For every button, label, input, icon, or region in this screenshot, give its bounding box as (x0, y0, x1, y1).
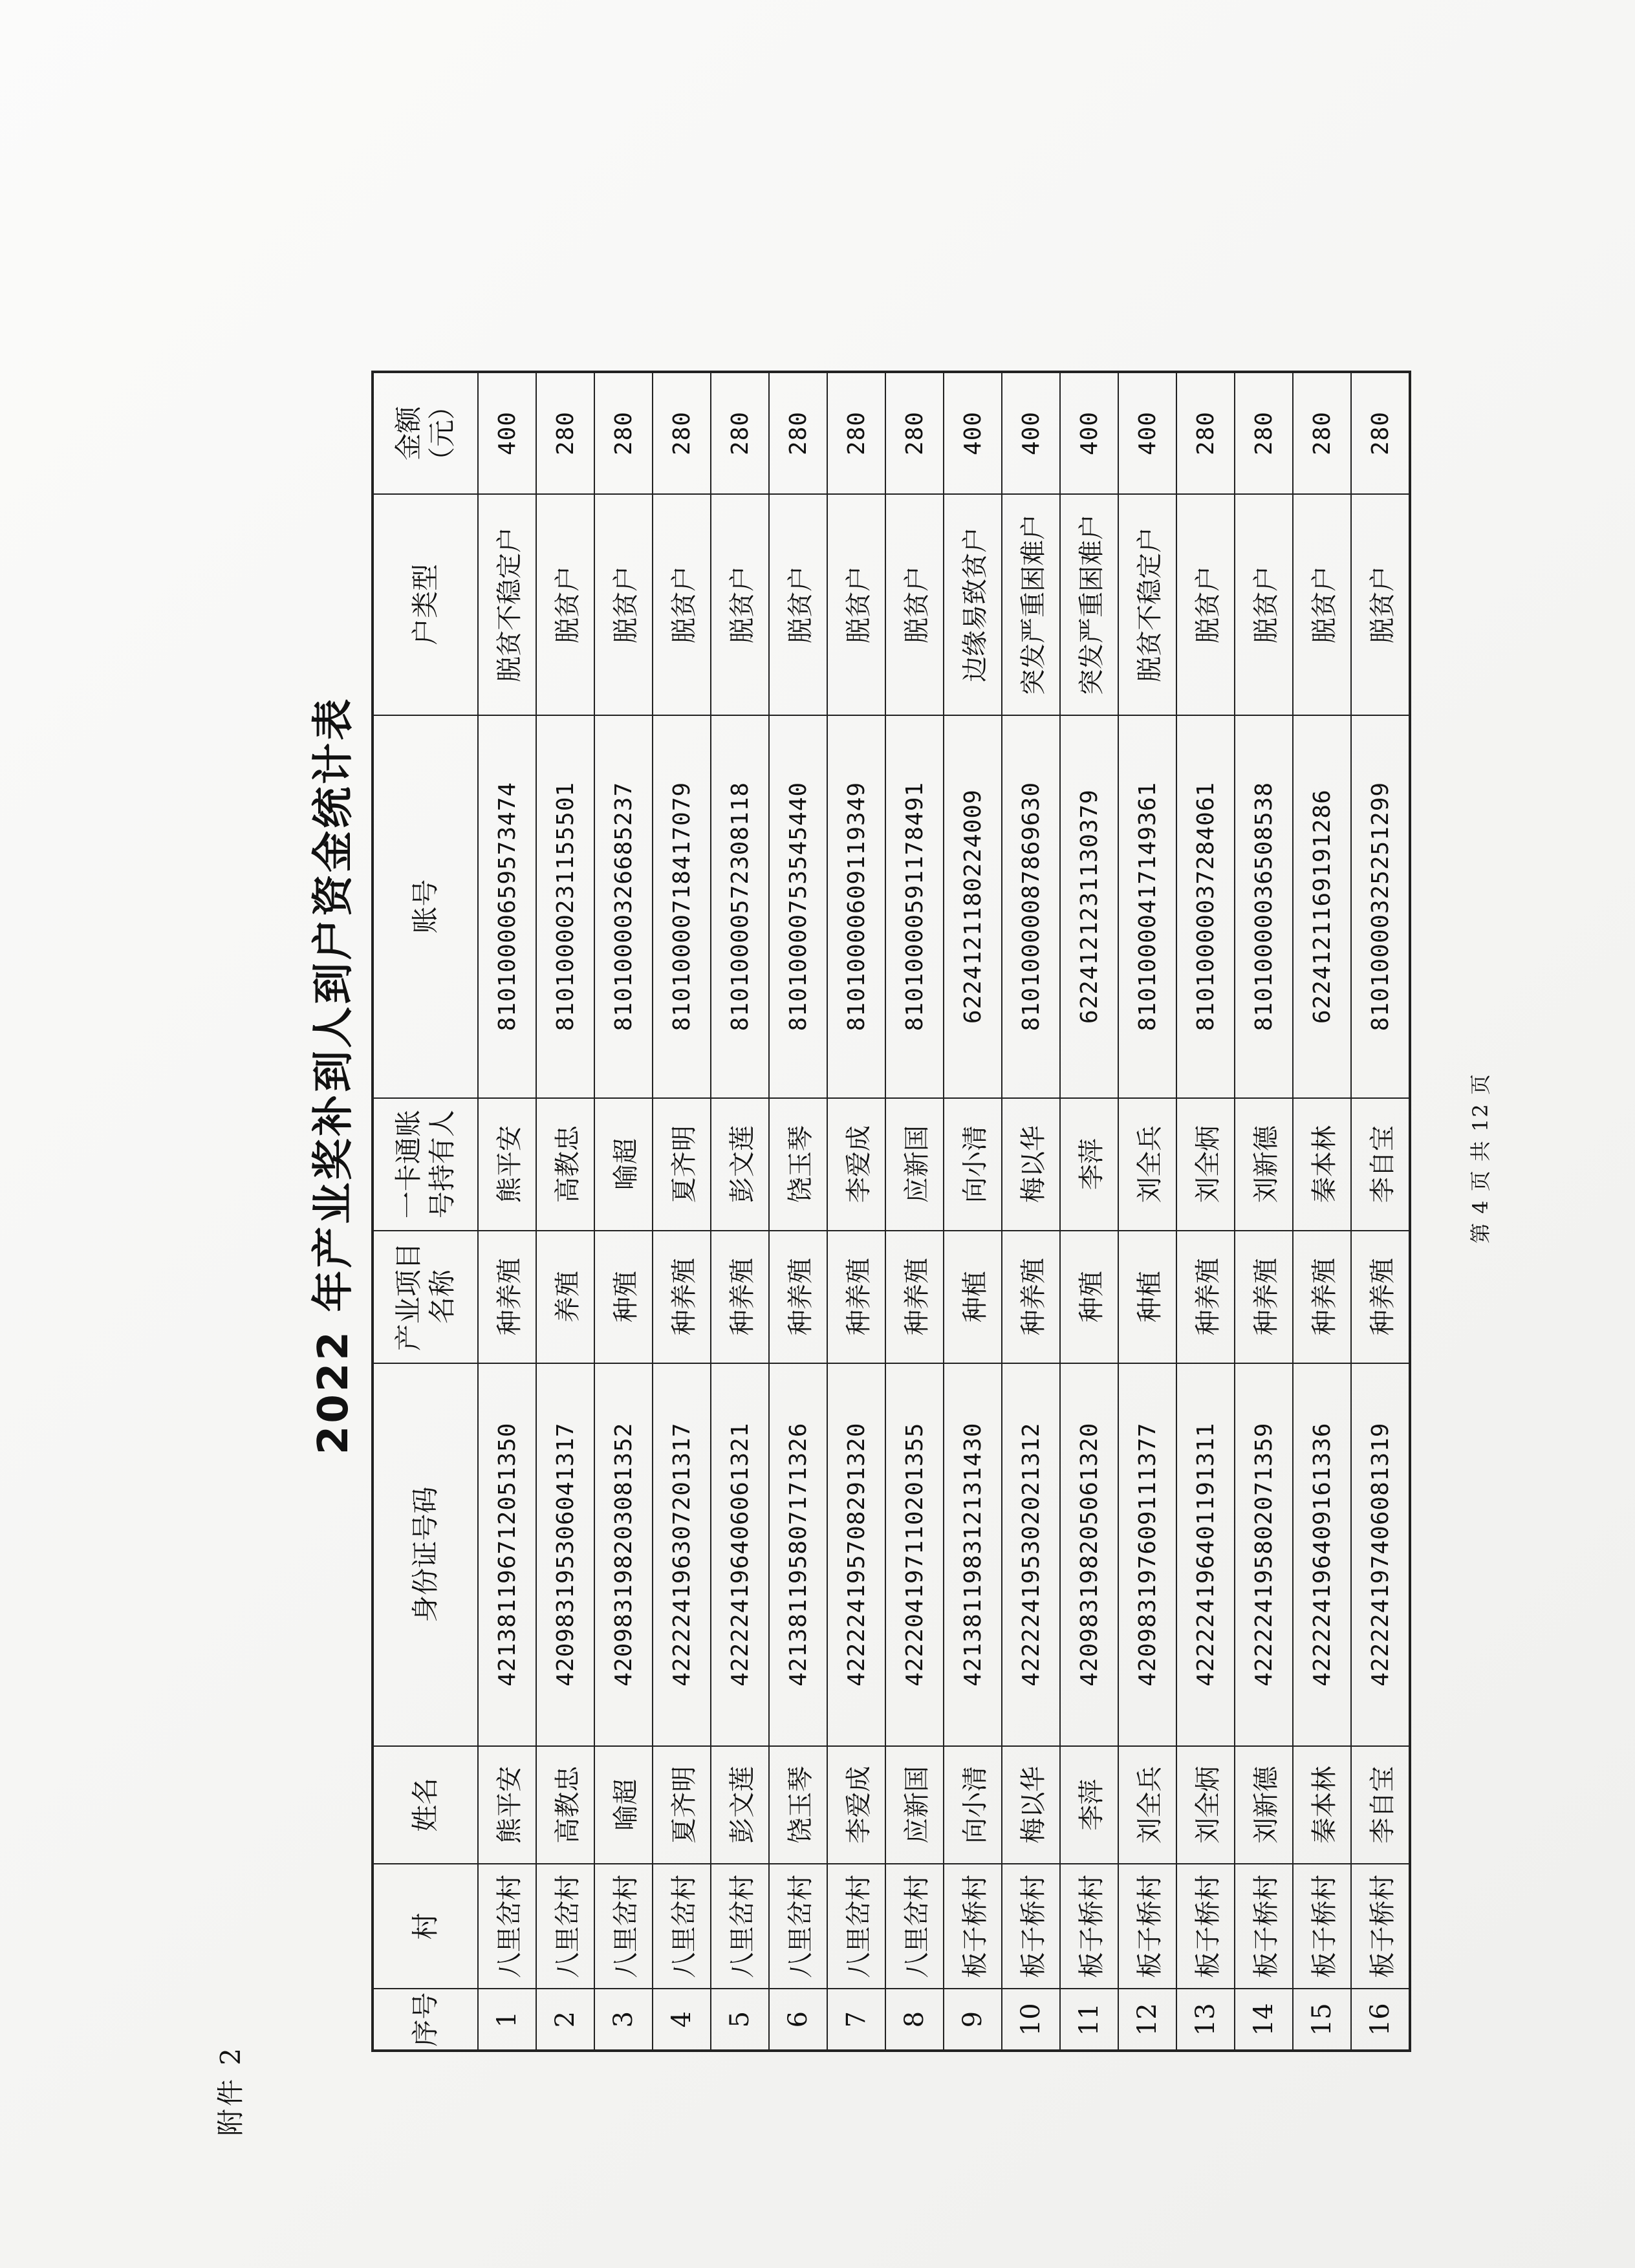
header-village: 村 (373, 1864, 478, 1989)
cell-card-holder: 饶玉琴 (769, 1098, 827, 1231)
cell-seq: 3 (594, 1989, 653, 2051)
cell-village: 八里岔村 (594, 1864, 653, 1989)
header-account: 账号 (373, 715, 478, 1098)
cell-project: 种殖 (594, 1231, 653, 1363)
cell-card-holder: 刘全炳 (1176, 1098, 1235, 1231)
cell-amount: 280 (1351, 372, 1410, 494)
cell-account: 81010000718417079 (653, 715, 711, 1098)
cell-card-holder: 熊平安 (478, 1098, 536, 1231)
cell-id-number: 420983198205061320 (1060, 1363, 1118, 1746)
cell-account: 6224121231130379 (1060, 715, 1118, 1098)
cell-project: 种养殖 (885, 1231, 944, 1363)
cell-amount: 280 (827, 372, 885, 494)
table-row (1002, 372, 1060, 2051)
cell-card-holder: 刘全兵 (1118, 1098, 1176, 1231)
cell-project: 种植 (944, 1231, 1002, 1363)
header-seq: 序号 (373, 1989, 478, 2051)
cell-village: 八里岔村 (536, 1864, 594, 1989)
cell-project: 种殖 (1060, 1231, 1118, 1363)
cell-project: 种养殖 (478, 1231, 536, 1363)
cell-account: 81010000753545440 (769, 715, 827, 1098)
header-name: 姓名 (373, 1746, 478, 1864)
cell-amount: 280 (711, 372, 769, 494)
cell-card-holder: 李爱成 (827, 1098, 885, 1231)
cell-card-holder: 喻超 (594, 1098, 653, 1231)
cell-id-number: 422224195302021312 (1002, 1363, 1060, 1746)
cell-id-number: 422224196406061321 (711, 1363, 769, 1746)
cell-account: 81010000036508538 (1235, 715, 1293, 1098)
header-project: 产业项目名称 (373, 1231, 478, 1363)
cell-account: 81010000659573474 (478, 715, 536, 1098)
cell-village: 板子桥村 (1002, 1864, 1060, 1989)
cell-seq: 6 (769, 1989, 827, 2051)
cell-name: 刘新德 (1235, 1746, 1293, 1864)
header-amount: 金额（元） (373, 372, 478, 494)
cell-household-type: 脱贫户 (769, 494, 827, 715)
cell-card-holder: 刘新德 (1235, 1098, 1293, 1231)
cell-account: 81010000609119349 (827, 715, 885, 1098)
cell-project: 种养殖 (653, 1231, 711, 1363)
cell-amount: 400 (1060, 372, 1118, 494)
cell-seq: 10 (1002, 1989, 1060, 2051)
cell-project: 种养殖 (1176, 1231, 1235, 1363)
cell-id-number: 422224196307201317 (653, 1363, 711, 1746)
cell-name: 向小清 (944, 1746, 1002, 1864)
cell-account: 81010000326685237 (594, 715, 653, 1098)
cell-seq: 12 (1118, 1989, 1176, 2051)
cell-card-holder: 彭文莲 (711, 1098, 769, 1231)
cell-id-number: 421381198312131430 (944, 1363, 1002, 1746)
cell-card-holder: 高教忠 (536, 1098, 594, 1231)
attachment-label: 附件 2 (215, 2045, 246, 2136)
cell-seq: 16 (1351, 1989, 1410, 2051)
table-row (827, 372, 885, 2051)
cell-seq: 5 (711, 1989, 769, 2051)
table-row (769, 372, 827, 2051)
cell-amount: 400 (1118, 372, 1176, 494)
cell-village: 八里岔村 (769, 1864, 827, 1989)
cell-project: 种养殖 (1002, 1231, 1060, 1363)
cell-seq: 7 (827, 1989, 885, 2051)
cell-account: 81010000037284061 (1176, 715, 1235, 1098)
cell-seq: 9 (944, 1989, 1002, 2051)
cell-name: 刘全兵 (1118, 1746, 1176, 1864)
cell-card-holder: 夏齐明 (653, 1098, 711, 1231)
cell-card-holder: 秦本林 (1293, 1098, 1351, 1231)
table-row (944, 372, 1002, 2051)
cell-name: 夏齐明 (653, 1746, 711, 1864)
table-row (1235, 372, 1293, 2051)
cell-account: 81010000572308118 (711, 715, 769, 1098)
cell-amount: 280 (594, 372, 653, 494)
cell-id-number: 422224196401191311 (1176, 1363, 1235, 1746)
table-row (478, 372, 536, 2051)
cell-village: 板子桥村 (1118, 1864, 1176, 1989)
cell-name: 应新国 (885, 1746, 944, 1864)
cell-name: 李自宝 (1351, 1746, 1410, 1864)
cell-name: 彭文莲 (711, 1746, 769, 1864)
cell-village: 八里岔村 (653, 1864, 711, 1989)
cell-account: 6224121169191286 (1293, 715, 1351, 1098)
cell-seq: 2 (536, 1989, 594, 2051)
table-row (536, 372, 594, 2051)
cell-id-number: 422224197406081319 (1351, 1363, 1410, 1746)
header-id-number: 身份证号码 (373, 1363, 478, 1746)
cell-village: 板子桥村 (1235, 1864, 1293, 1989)
cell-name: 梅以华 (1002, 1746, 1060, 1864)
cell-village: 板子桥村 (1351, 1864, 1410, 1989)
cell-household-type: 脱贫户 (1351, 494, 1410, 715)
cell-project: 种养殖 (769, 1231, 827, 1363)
cell-village: 板子桥村 (1176, 1864, 1235, 1989)
cell-amount: 280 (885, 372, 944, 494)
cell-household-type: 脱贫户 (536, 494, 594, 715)
cell-village: 板子桥村 (944, 1864, 1002, 1989)
cell-amount: 280 (1176, 372, 1235, 494)
cell-village: 八里岔村 (885, 1864, 944, 1989)
table-row (594, 372, 653, 2051)
cell-household-type: 脱贫户 (827, 494, 885, 715)
cell-amount: 400 (944, 372, 1002, 494)
cell-household-type: 脱贫户 (1293, 494, 1351, 715)
cell-id-number: 420983197609111377 (1118, 1363, 1176, 1746)
cell-name: 喻超 (594, 1746, 653, 1864)
table-body (478, 372, 1410, 2051)
cell-amount: 280 (536, 372, 594, 494)
cell-household-type: 脱贫户 (594, 494, 653, 715)
cell-id-number: 421381196712051350 (478, 1363, 536, 1746)
cell-project: 种养殖 (1235, 1231, 1293, 1363)
cell-account: 81010000591178491 (885, 715, 944, 1098)
cell-card-holder: 李萍 (1060, 1098, 1118, 1231)
cell-name: 饶玉琴 (769, 1746, 827, 1864)
cell-amount: 400 (478, 372, 536, 494)
cell-project: 种养殖 (827, 1231, 885, 1363)
cell-household-type: 脱贫户 (653, 494, 711, 715)
cell-account: 6224121180224009 (944, 715, 1002, 1098)
cell-household-type: 脱贫户 (1176, 494, 1235, 715)
rotated-document (138, 67, 1497, 2136)
cell-account: 81010000087869630 (1002, 715, 1060, 1098)
funds-table (371, 371, 1411, 2052)
cell-household-type: 边缘易致贫户 (944, 494, 1002, 715)
cell-village: 板子桥村 (1060, 1864, 1118, 1989)
cell-amount: 280 (653, 372, 711, 494)
cell-id-number: 422224195708291320 (827, 1363, 885, 1746)
cell-household-type: 脱贫不稳定户 (478, 494, 536, 715)
cell-seq: 8 (885, 1989, 944, 2051)
cell-name: 李爱成 (827, 1746, 885, 1864)
table-row (885, 372, 944, 2051)
table-row (1176, 372, 1235, 2051)
cell-amount: 400 (1002, 372, 1060, 494)
table-row (1351, 372, 1410, 2051)
cell-household-type: 脱贫户 (1235, 494, 1293, 715)
cell-seq: 11 (1060, 1989, 1118, 2051)
table-row (1293, 372, 1351, 2051)
cell-name: 李萍 (1060, 1746, 1118, 1864)
header-card-holder: 一卡通账号持有人 (373, 1098, 478, 1231)
cell-id-number: 422224196409161336 (1293, 1363, 1351, 1746)
cell-seq: 15 (1293, 1989, 1351, 2051)
table-header-row (373, 372, 478, 2051)
cell-card-holder: 李自宝 (1351, 1098, 1410, 1231)
cell-seq: 14 (1235, 1989, 1293, 2051)
page-number-footer: 第 4 页 共 12 页 (1468, 1073, 1493, 1244)
cell-account: 81010000417149361 (1118, 715, 1176, 1098)
table-row (653, 372, 711, 2051)
cell-project: 种植 (1118, 1231, 1176, 1363)
cell-name: 刘全炳 (1176, 1746, 1235, 1864)
cell-name: 熊平安 (478, 1746, 536, 1864)
cell-household-type: 突发严重困难户 (1002, 494, 1060, 715)
header-household-type: 户类型 (373, 494, 478, 715)
cell-account: 81010000231155501 (536, 715, 594, 1098)
cell-seq: 4 (653, 1989, 711, 2051)
cell-village: 板子桥村 (1293, 1864, 1351, 1989)
cell-seq: 1 (478, 1989, 536, 2051)
cell-project: 种养殖 (1293, 1231, 1351, 1363)
cell-village: 八里岔村 (827, 1864, 885, 1989)
cell-id-number: 421381195807171326 (769, 1363, 827, 1746)
table-row (711, 372, 769, 2051)
cell-name: 高教忠 (536, 1746, 594, 1864)
cell-amount: 280 (1235, 372, 1293, 494)
cell-id-number: 422204197110201355 (885, 1363, 944, 1746)
cell-card-holder: 梅以华 (1002, 1098, 1060, 1231)
cell-village: 八里岔村 (711, 1864, 769, 1989)
cell-card-holder: 向小清 (944, 1098, 1002, 1231)
cell-amount: 280 (1293, 372, 1351, 494)
cell-household-type: 突发严重困难户 (1060, 494, 1118, 715)
cell-household-type: 脱贫户 (885, 494, 944, 715)
document-title: 2022 年产业奖补到人到户资金统计表 (310, 696, 358, 1455)
cell-amount: 280 (769, 372, 827, 494)
table-row (1060, 372, 1118, 2051)
table-row (1118, 372, 1176, 2051)
cell-project: 种养殖 (1351, 1231, 1410, 1363)
cell-seq: 13 (1176, 1989, 1235, 2051)
cell-household-type: 脱贫户 (711, 494, 769, 715)
cell-id-number: 422224195802071359 (1235, 1363, 1293, 1746)
cell-id-number: 420983195306041317 (536, 1363, 594, 1746)
cell-account: 81010000325251299 (1351, 715, 1410, 1098)
cell-project: 种养殖 (711, 1231, 769, 1363)
cell-id-number: 420983198203081352 (594, 1363, 653, 1746)
cell-project: 养殖 (536, 1231, 594, 1363)
cell-name: 秦本林 (1293, 1746, 1351, 1864)
cell-card-holder: 应新国 (885, 1098, 944, 1231)
cell-household-type: 脱贫不稳定户 (1118, 494, 1176, 715)
cell-village: 八里岔村 (478, 1864, 536, 1989)
